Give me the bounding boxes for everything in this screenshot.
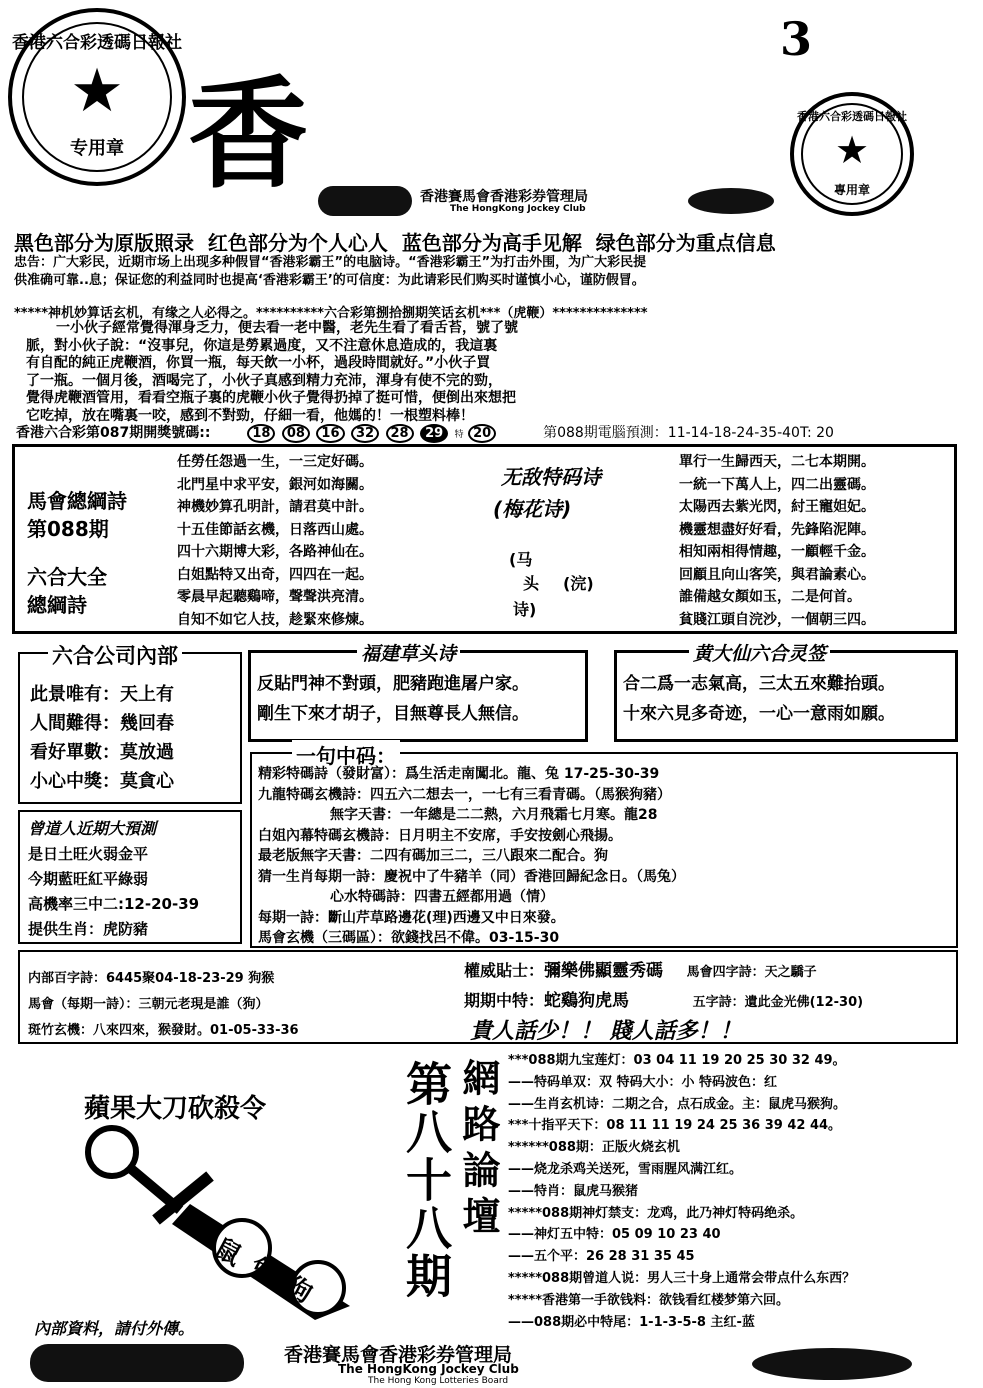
stamp-left-arc: 香港六合彩透碼日報社 xyxy=(12,33,182,53)
apple-footer: 內部資料，請付外傳。 xyxy=(34,1319,195,1338)
list-item: *****香港第一手欲钱料：欲钱看红楼梦第六回。 xyxy=(508,1292,789,1308)
stamp-right-arc: 香港六合彩透碼日報社 xyxy=(797,110,907,123)
stamp-right xyxy=(790,92,914,216)
mid-title: (梅花诗) xyxy=(493,497,572,521)
mid-note: (浣) xyxy=(563,574,594,593)
list-item: ***088期九宝莲灯：03 04 11 19 20 25 30 32 49。 xyxy=(508,1053,846,1068)
results-row xyxy=(16,422,834,443)
result-ball-special: 20 xyxy=(468,424,496,443)
notice xyxy=(14,254,646,290)
inner-lines xyxy=(28,966,299,1044)
fujian-box xyxy=(248,643,588,742)
footer-logo-right-icon xyxy=(752,1348,912,1380)
stamp-right-seal: 專用章 xyxy=(833,183,870,197)
poem-line: 相知兩相得情趣，一顧輕千金。 xyxy=(679,544,875,560)
corner-number: 3 xyxy=(780,12,813,66)
zeng-title: 曾道人近期大預測 xyxy=(28,819,157,838)
huang-title: 黄大仙六合灵签 xyxy=(689,639,830,666)
result-ball: 08 xyxy=(282,424,310,443)
poem-line: 單行一生歸西天，二七本期開。 xyxy=(679,454,875,470)
poem-left-title: 總綱詩 xyxy=(27,593,87,617)
company-row: 看好單數：莫放過 xyxy=(30,742,174,763)
list-item: *****088期曾道人说：男人三十身上通常会带点什么东西？ xyxy=(508,1270,856,1286)
poem-line: 誰備越女顏如玉，二是何首。 xyxy=(679,589,861,605)
poem-line: 北門星中求平安，銀河如海關。 xyxy=(177,476,373,493)
footer-board: The Hong Kong Lotteries Board xyxy=(368,1376,509,1386)
fujian-title: 福建草头诗 xyxy=(357,639,460,666)
inner-box xyxy=(18,950,958,1044)
blade-text: 鼠兔狗 xyxy=(209,1233,330,1317)
poem-line: 神機妙算孔明計，請君莫中計。 xyxy=(177,499,373,515)
zeng-line: 提供生肖：虎防豬 xyxy=(28,920,149,938)
huang-line: 十來六見多奇迹，一心一意雨如願。 xyxy=(623,704,895,724)
company-rows xyxy=(30,680,174,796)
poem-left-title: 馬會總綱詩 xyxy=(27,489,127,513)
yiju-title: 一句中码： xyxy=(292,740,400,769)
poem-line: 零晨早起聽鷄啼，聲聲洪亮清。 xyxy=(177,589,373,605)
yiju-line: 最老版無字天書：二四有碼加三二，三八跟來二配合。狗 xyxy=(258,848,608,864)
company-row: 人間難得：幾回春 xyxy=(30,713,174,734)
list-item: ——特码单双：双 特码大小：小 特码波色：红 xyxy=(508,1074,778,1090)
right-list xyxy=(508,1050,855,1333)
poem-line: 自知不如它人技，趁緊來修煉。 xyxy=(177,611,373,628)
yiju-box xyxy=(250,744,958,948)
list-item: ——五个平：26 28 31 35 45 xyxy=(508,1249,695,1265)
yiju-line: 猜一生肖每期一詩：慶祝中了牛豬羊（同）香港回歸紀念日。（馬兔） xyxy=(258,868,685,885)
result-ball: 16 xyxy=(316,424,344,443)
star-icon-small: ★ xyxy=(834,128,870,173)
poem-line: 太陽西去紫光閃，紂王寵妲妃。 xyxy=(679,499,875,515)
stamp-left-seal: 专用章 xyxy=(70,138,124,159)
poem-line: 回顧且向山客笑，與君論素心。 xyxy=(679,566,875,583)
legend-line: 黑色部分为原版照录 红色部分为个人心人 蓝色部分为高手见解 绿色部分为重点信息 xyxy=(14,231,776,255)
forum-small: 網路論壇 xyxy=(456,1058,500,1242)
yiju-line: 馬會玄機（三碼區）：欲錢找呂不偉。03-15-30 xyxy=(258,930,560,946)
footer-org-name: 香港賽馬會香港彩券管理局 xyxy=(284,1344,513,1366)
logo-left-icon xyxy=(318,186,412,216)
zeng-line: 今期藍旺紅平綠弱 xyxy=(28,870,149,888)
mid-title: 无敌特码诗 xyxy=(501,465,601,489)
joke-line: 了一瓶。一個月後，酒喝完了，小伙子真感到精力充沛，渾身有使不完的勁， xyxy=(26,372,502,389)
joke-line: 有自配的純正虎鞭酒，你買一瓶，每天飲一小杯，過段時間就好。”小伙子買 xyxy=(26,355,491,371)
star-icon: ★ xyxy=(70,56,124,126)
big-fragrance-char: 香 xyxy=(188,64,304,205)
result-ball: 28 xyxy=(386,424,414,443)
yiju-line: 白姐內幕特碼玄機詩：日月明主不安席，手安按劍心飛揚。 xyxy=(258,827,622,844)
company-row: 小心中獎：莫貪心 xyxy=(30,771,174,792)
logo-right-icon xyxy=(688,188,774,214)
zeng-line: 是日土旺火弱金平 xyxy=(28,845,149,863)
joke-line: 它吃掉，放在嘴裏一咬，感到不對勁，仔細一看，他媽的！一根塑料棒！ xyxy=(26,407,474,424)
footer-logo-left-icon xyxy=(30,1344,244,1382)
mid-note: 诗) xyxy=(513,600,537,619)
authority-row-2: 期期中特：蛇鷄狗虎馬 五字詩：遺此金光佛(12-30) xyxy=(464,991,864,1011)
stamp-left xyxy=(8,8,186,186)
list-item: ——烧龙杀鸡关送死，雪雨腥风满江红。 xyxy=(508,1161,743,1177)
inner-line: 内部百字詩：6445聚04-18-23-29 狗猴 xyxy=(28,971,275,986)
yiju-lines xyxy=(258,764,685,949)
list-item: ——088期必中特尾：1-1-3-5-8 主红-蓝 xyxy=(508,1314,755,1330)
poem-line: 機靈想盡好好看，先鋒陷泥陣。 xyxy=(679,521,875,538)
slogan: 貴人話少！！ 賤人話多！！ xyxy=(470,1019,742,1044)
yiju-line: 九龍特碼玄機詩：四五六二想去一，一七有三看青碼。（馬猴狗豬） xyxy=(258,786,671,803)
poem-left-title: 第088期 xyxy=(27,517,109,541)
yiju-line: 精彩特碼詩（發財富）：爲生活走南闖北。龍、兔 17-25-30-39 xyxy=(258,766,660,782)
list-item: ——特肖：鼠虎马猴猪 xyxy=(508,1183,639,1199)
result-ball: 29 xyxy=(420,424,448,443)
result-ball: 18 xyxy=(247,424,275,443)
inner-line: 斑竹玄機：八來四來，猴發財。01-05-33-36 xyxy=(28,1023,299,1038)
org-name: 香港賽馬會香港彩券管理局 xyxy=(420,189,588,205)
poem-line: 白姐點特又出奇，四四在一起。 xyxy=(177,566,373,583)
mid-note: 头 xyxy=(523,574,540,593)
list-item: ******088期：正版火烧玄机 xyxy=(508,1140,680,1156)
fujian-line: 反貼門神不對頭，肥豬跑進屠户家。 xyxy=(257,674,529,694)
poem-line: 貧賤江頭自浣沙，一個朝三四。 xyxy=(679,611,875,628)
poem-col-1 xyxy=(177,451,373,631)
poem-line: 四十六期博大彩，各路神仙在。 xyxy=(177,544,373,560)
company-title: 六合公司內部 xyxy=(48,640,182,670)
joke-line: 覺得虎鞭酒管用，看看空瓶子裏的虎鞭小伙子覺得扔掉了挺可惜，便倒出來想把 xyxy=(26,390,516,406)
poem-line: 一統一下萬人上，四二出靈碼。 xyxy=(679,476,875,493)
joke-body xyxy=(26,320,518,425)
org-english: The HongKong Jockey Club xyxy=(450,204,586,214)
result-ball: 32 xyxy=(351,424,379,443)
sword-icon xyxy=(60,1120,400,1330)
zeng-lines xyxy=(28,842,199,942)
huang-box xyxy=(614,643,958,742)
company-row: 此景唯有：天上有 xyxy=(30,684,174,705)
fujian-line: 剛生下來才胡子，目無尊長人無信。 xyxy=(257,704,529,724)
joke-title: *****神机妙算话玄机，有缘之人必得之。**********六合彩第捌拾捌期笑话玄机***（虎鞭）************** xyxy=(14,306,648,321)
joke-line: 一小伙子經常覺得渾身乏力，便去看一老中醫，老先生看了看舌苔，號了號 xyxy=(56,320,518,336)
yiju-line: 心水特碼詩：四書五經都用過（情） xyxy=(330,889,554,905)
huang-line: 合二爲一志氣高，三太五來難抬頭。 xyxy=(623,674,895,694)
authority-row-1: 權威貼士：彌樂佛顯靈秀碼 馬會四字詩：天之驕子 xyxy=(464,961,817,981)
fujian-lines xyxy=(257,669,529,729)
poem-line: 任勞任怨過一生，一三定好碼。 xyxy=(177,454,373,470)
company-box xyxy=(18,644,242,804)
notice-line: 忠告：广大彩民，近期市场上出现多种假冒“香港彩霸王”的电脑诗。“香港彩霸王”为打击外围，为广大彩民提 xyxy=(14,255,647,270)
results-label: 香港六合彩第087期開獎號碼:: xyxy=(16,425,211,441)
list-item: ***十指平天下：08 11 11 19 24 25 36 39 42 44。 xyxy=(508,1118,842,1134)
poem-left-title: 六合大全 xyxy=(27,565,107,589)
prediction: 第088期電腦預測：11-14-18-24-35-40T: 20 xyxy=(543,425,834,441)
poem-line: 十五佳節話玄機，日落西山處。 xyxy=(177,521,373,538)
zeng-box xyxy=(18,810,242,944)
special-mark: 特 xyxy=(454,430,464,440)
huang-lines xyxy=(623,669,895,729)
yiju-line: 每期一詩：斷山芹草路邊花(理)西邊又中日來發。 xyxy=(258,909,565,926)
apple-title: 蘋果大刀砍殺令 xyxy=(84,1094,267,1124)
poem-col-2 xyxy=(679,451,875,631)
list-item: ——神灯五中特：05 09 10 23 40 xyxy=(508,1227,721,1243)
forum-big: 第八十八期 xyxy=(399,1060,453,1300)
inner-line: 馬會（每期一詩）：三朝元老現是誰（狗） xyxy=(28,997,269,1012)
footer-org-english: The HongKong Jockey Club xyxy=(338,1362,519,1376)
yiju-line: 無字天書：一年總是二二熱，六月飛霜七月寒。龍28 xyxy=(330,807,658,823)
mid-note: (马 xyxy=(509,550,533,569)
joke-line: 脈，對小伙子說：“沒事兒，你這是勞累過度，又不注意休息造成的，我這裏 xyxy=(26,337,498,354)
poems-box xyxy=(12,444,957,634)
list-item: *****088期神灯禁支：龙鸡，此乃神灯特码绝杀。 xyxy=(508,1205,804,1221)
notice-line: 供准确可靠..息；保证您的利益同时也提高‘香港彩霸王’的可信度：为此请彩民们购买时谨慎小心，谨防假冒。 xyxy=(14,273,645,288)
zeng-line: 高機率三中二:12-20-39 xyxy=(28,895,200,913)
list-item: ——生肖玄机诗：二期之合，点石成金。主：鼠虎马猴狗。 xyxy=(508,1096,847,1112)
